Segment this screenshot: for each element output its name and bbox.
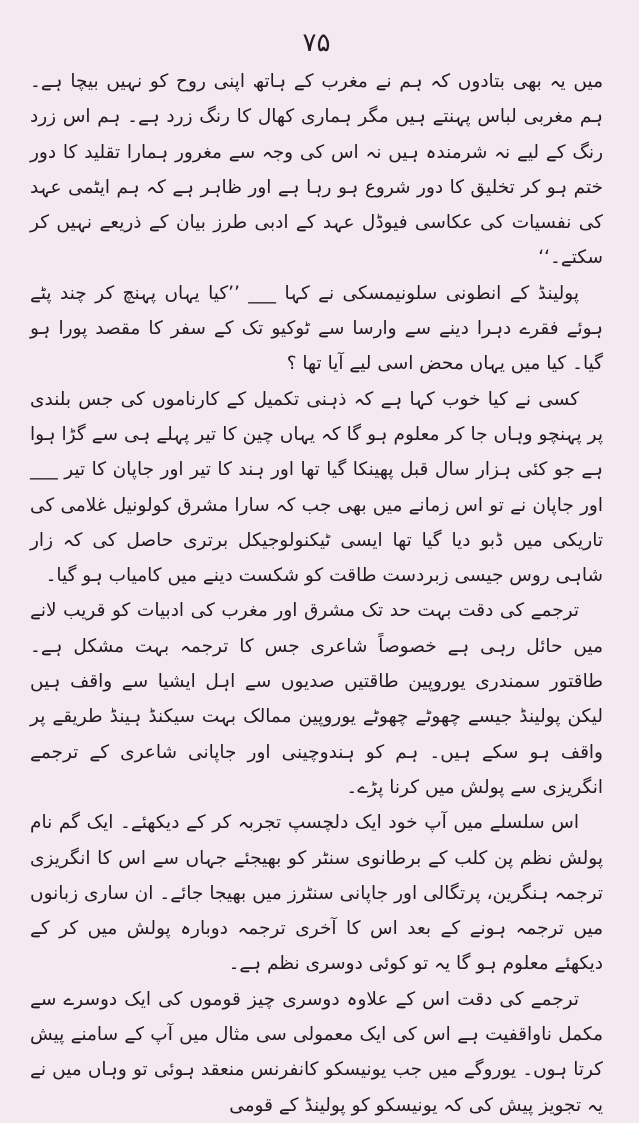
page-number: ۷۵ <box>302 28 331 58</box>
paragraph: ترجمے کی دقت اس کے علاوہ دوسری چیز قوموں کی ایک دوسرے سے مکمل ناواقفیت ہے اس کی ایک معمولی سی مثال میں آپ کے سامنے پیش کرتا ہوں۔ یوروگے میں جب یونیسکو کانفرنس منعقد ہوئی تو وہاں میں نے یہ تجویز پیش کی کہ یونیسکو کو پولینڈ کے قومی <box>30 988 603 1116</box>
body-text <box>30 64 603 1123</box>
paragraph: اس سلسلے میں آپ خود ایک دلچسپ تجربہ کر کے دیکھئے۔ ایک گم نام پولش نظم پن کلب کے برطانوی سنٹر کو بھیجئے جہاں سے اس کا انگریزی ترجمہ ہنگرین، پرتگالی اور جاپانی سنٹرز میں بھیجا جائے۔ ان ساری زبانوں میں ترجمہ ہونے کے بعد اس کا آخری ترجمہ دوبارہ پولش میں کر کے دیکھئے معلوم ہو گا یہ تو کوئی دوسری نظم ہے۔ <box>30 812 603 975</box>
paragraph: ترجمے کی دقت بہت حد تک مشرق اور مغرب کی ادبیات کو قریب لانے میں حائل رہی ہے خصوصاً شاعری جس کا ترجمہ بہت مشکل ہے۔ طاقتور سمندری یوروپین طاقتیں صدیوں سے اہل ایشیا سے واقف ہیں لیکن پولینڈ جیسے چھوٹے چھوٹے یوروپین ممالک بہت سیکنڈ ہینڈ طریقے پر واقف ہو سکے ہیں۔ ہم کو ہندوچینی اور جاپانی شاعری کے ترجمے انگریزی سے پولش میں کرنا پڑے۔ <box>30 600 603 798</box>
paragraph: کسی نے کیا خوب کہا ہے کہ ذہنی تکمیل کے کارناموں کی جس بلندی پر پہنچو وہاں جا کر معلوم ہو گا کہ یہاں چین کا تیر پہلے ہی سے گڑا ہوا ہے جو کئی ہزار سال قبل پھینکا گیا تھا اور ہند کا تیر اور جاپان کا تیر ___ اور جاپان نے تو اس زمانے میں بھی جب کہ سارا مشرق کولونیل غلامی کی تاریکی میں ڈبو دیا گیا تھا ایسی ٹیکنولوجیکل برتری حاصل کی کہ زار شاہی روس جیسی زبردست طاقت کو شکست دینے میں کامیاب ہو گیا۔ <box>30 388 603 587</box>
paragraph: پولینڈ کے انطونی سلونیمسکی نے کہا ___ ’’کیا یہاں پہنچ کر چند پٹے ہوئے فقرے دہرا دینے سے وارسا سے ٹوکیو تک کے سفر کا مقصد پورا ہو گیا۔ کیا میں یہاں محض اسی لیے آیا تھا ؟ <box>30 282 603 375</box>
paragraph: میں یہ بھی بتادوں کہ ہم نے مغرب کے ہاتھ اپنی روح کو نہیں بیچا ہے۔ ہم مغربی لباس پہنتے ہیں مگر ہماری کھال کا رنگ زرد ہے۔ ہم اس زرد رنگ کے لیے نہ شرمندہ ہیں نہ اس کی وجہ سے مغرور ہمارا تقلید کا دور ختم ہو کر تخلیق کا دور شروع ہو رہا ہے اور ظاہر ہے کہ ہم ایٹمی عہد کی نفسیات کی عکاسی فیوڈل عہد کے ادبی طرز بیان کے ذریعے نہیں کر سکتے۔‘‘ <box>30 71 603 269</box>
